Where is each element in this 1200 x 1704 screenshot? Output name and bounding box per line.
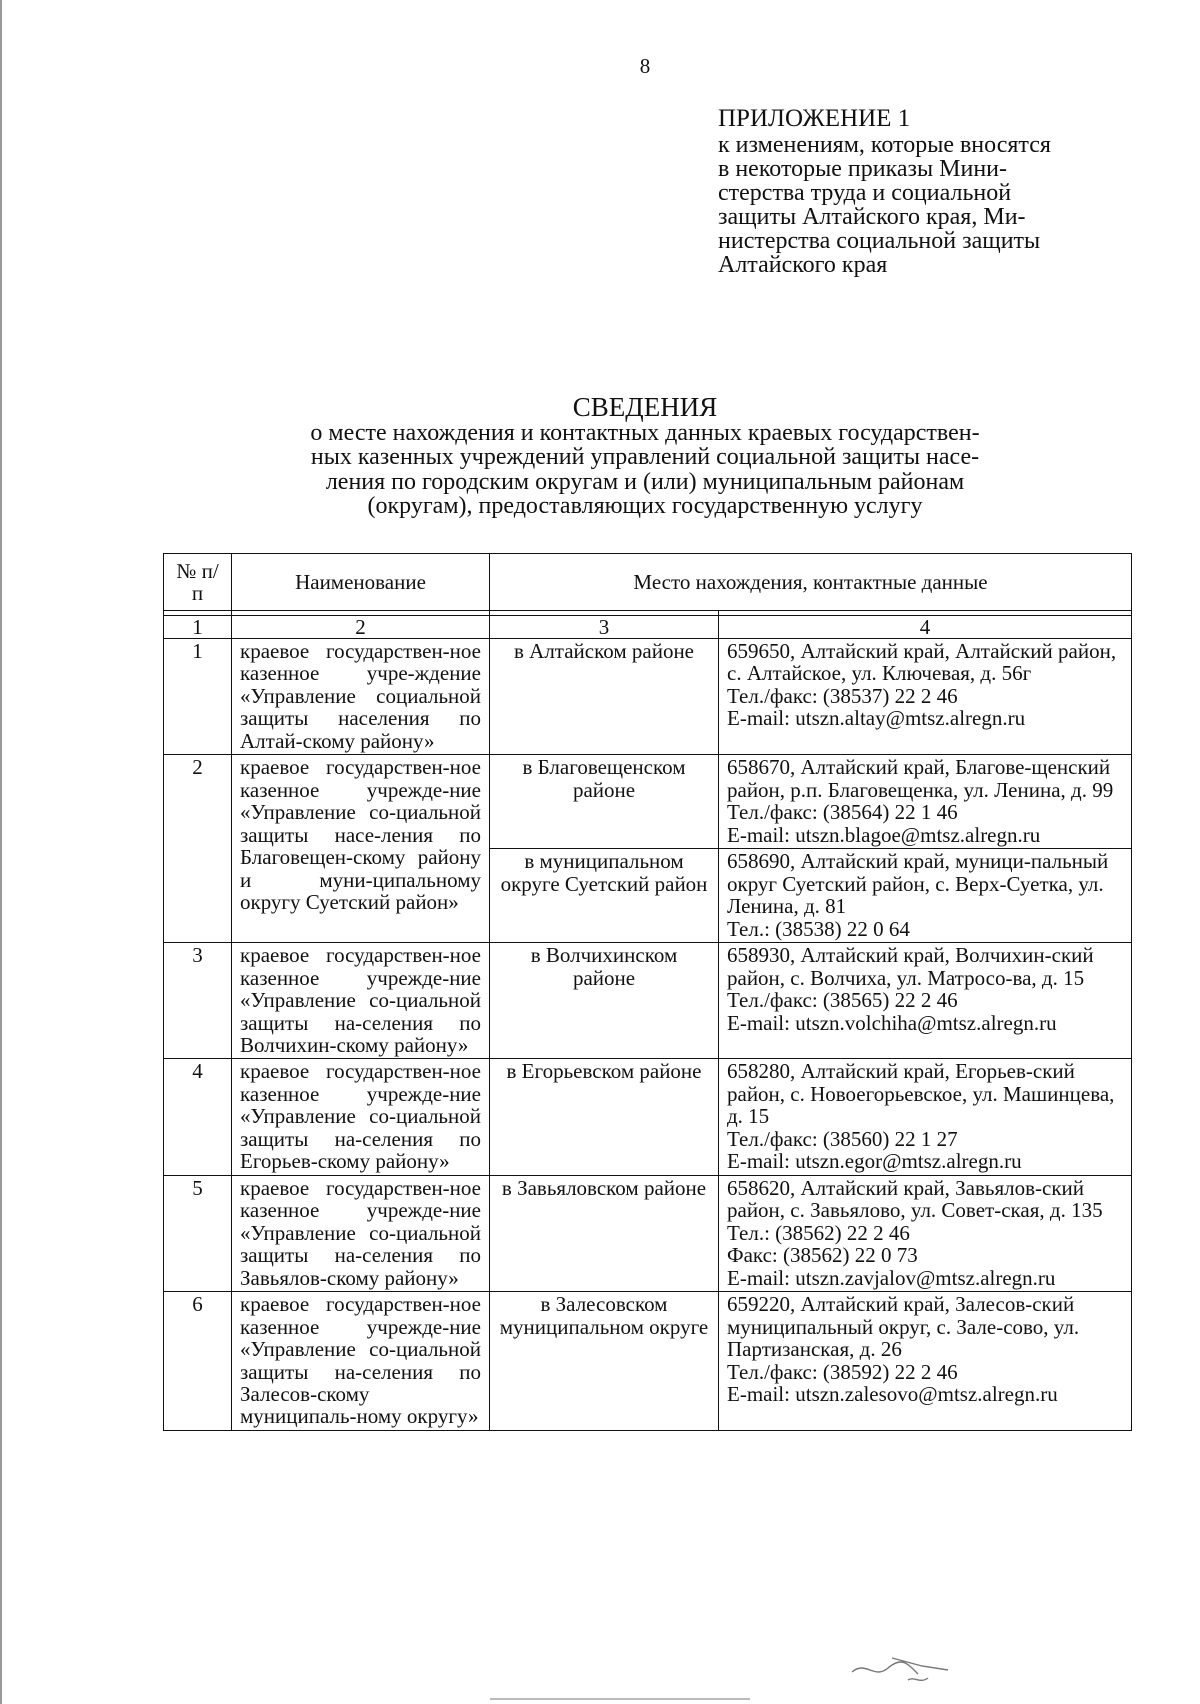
header-location bbox=[490, 554, 1132, 611]
header-name bbox=[232, 554, 490, 611]
row-number: 4 bbox=[164, 1059, 232, 1175]
contacts-cell bbox=[719, 1059, 1132, 1175]
document-subtitle bbox=[232, 421, 1058, 519]
contacts-cell bbox=[719, 1292, 1132, 1431]
table-row bbox=[164, 755, 1132, 849]
district-cell: в Алтайском районе bbox=[490, 639, 719, 755]
subtitle-line: (округам), предоставляющих государственную услугу bbox=[367, 493, 923, 520]
column-number: 2 bbox=[232, 616, 490, 639]
table-row bbox=[164, 639, 1132, 755]
header-num bbox=[164, 554, 232, 611]
contact-line: 658670, Алтайский край, Благове-щенский район, р.п. Благовещенка, ул. Ленина, д. 99 bbox=[727, 755, 1114, 802]
appendix-line: в некоторые приказы Мини- bbox=[718, 156, 1008, 182]
table-row bbox=[164, 1059, 1132, 1175]
scan-bottom-mark bbox=[490, 1698, 750, 1700]
appendix-line: нистерства социальной защиты bbox=[718, 228, 1041, 254]
table-header-row bbox=[164, 554, 1132, 611]
contact-line: Тел./факс: (38592) 22 2 46 bbox=[727, 1359, 958, 1384]
column-number: 4 bbox=[719, 616, 1132, 639]
contact-line: 659650, Алтайский край, Алтайский район, с. Алтайское, ул. Ключевая, д. 56г bbox=[727, 639, 1117, 686]
appendix-line: защиты Алтайского края, Ми- bbox=[718, 204, 1026, 230]
contact-line: Тел./факс: (38560) 22 1 27 bbox=[727, 1126, 958, 1151]
contact-line: Тел.: (38562) 22 2 46 bbox=[727, 1220, 910, 1245]
institution-name: краевое государствен-ное казенное учрежде-ние «Управление со-циальной защиты на-селения по Волчихин-скому району» bbox=[232, 943, 490, 1059]
contact-line: Тел./факс: (38564) 22 1 46 bbox=[727, 800, 958, 825]
column-number: 1 bbox=[164, 616, 232, 639]
row-number: 5 bbox=[164, 1175, 232, 1291]
header-location-text: Место нахождения, контактные данные bbox=[633, 569, 988, 594]
contact-line: E-mail: utszn.volchiha@mtsz.alregn.ru bbox=[727, 1010, 1057, 1035]
district-cell: в Завьяловском районе bbox=[490, 1175, 719, 1291]
table-row bbox=[164, 1175, 1132, 1291]
row-number: 2 bbox=[164, 755, 232, 943]
contact-line: 658280, Алтайский край, Егорьев-ский район, с. Новоегорьевское, ул. Машинцева, д. 15 bbox=[727, 1059, 1115, 1129]
subtitle-line: ления по городским округам и (или) муниципальным районам bbox=[325, 468, 965, 495]
institutions-table bbox=[163, 553, 1132, 1431]
district-cell: в Залесовском муниципальном округе bbox=[490, 1292, 719, 1431]
contacts-cell bbox=[719, 1175, 1132, 1291]
appendix-block bbox=[718, 106, 1120, 277]
header-name-text: Наименование bbox=[295, 569, 426, 594]
institution-name: краевое государствен-ное казенное учрежде-ние «Управление со-циальной защиты на-селения по Залесов-скому муниципаль-ному округу» bbox=[232, 1292, 490, 1431]
table-row bbox=[164, 943, 1132, 1059]
appendix-line: Алтайского края bbox=[718, 252, 888, 278]
contact-line: E-mail: utszn.zalesovo@mtsz.alregn.ru bbox=[727, 1382, 1058, 1406]
district-cell: в Волчихинском районе bbox=[490, 943, 719, 1059]
row-number: 1 bbox=[164, 639, 232, 755]
district-cell: в Благовещенском районе bbox=[490, 755, 719, 849]
appendix-body bbox=[718, 133, 1120, 277]
contact-line: E-mail: utszn.altay@mtsz.alregn.ru bbox=[727, 706, 1026, 731]
contact-line: Тел.: (38538) 22 0 64 bbox=[727, 916, 910, 941]
contact-line: E-mail: utszn.zavjalov@mtsz.alregn.ru bbox=[727, 1265, 1056, 1290]
table-body bbox=[164, 611, 1132, 1431]
table-row bbox=[164, 1292, 1132, 1431]
institution-name: краевое государствен-ное казенное учрежде-ние «Управление со-циальной защиты на-селения по Завьялов-скому району» bbox=[232, 1175, 490, 1291]
institution-name: краевое государствен-ное казенное учре-ждение «Управление социальной защиты населения по Алтай-скому району» bbox=[232, 639, 490, 755]
contact-line: E-mail: utszn.egor@mtsz.alregn.ru bbox=[727, 1149, 1022, 1174]
contact-line: E-mail: utszn.blagoe@mtsz.alregn.ru bbox=[727, 822, 1041, 847]
contacts-cell bbox=[719, 755, 1132, 849]
contact-line: 658930, Алтайский край, Волчихин-ский район, с. Волчиха, ул. Матросо-ва, д. 15 bbox=[727, 943, 1094, 990]
district-cell: в муниципальном округе Суетский район bbox=[490, 849, 719, 943]
contact-line: 658620, Алтайский край, Завьялов-ский район, с. Завьялово, ул. Совет-ская, д. 135 bbox=[727, 1175, 1103, 1223]
institution-name: краевое государствен-ное казенное учрежде-ние «Управление со-циальной защиты на-селения по Егорьев-скому району» bbox=[232, 1059, 490, 1175]
contact-line: 659220, Алтайский край, Залесов-ский муниципальный округ, с. Зале-сово, ул. Партизанская, д. 26 bbox=[727, 1292, 1080, 1362]
institution-name: краевое государствен-ное казенное учрежде-ние «Управление со-циальной защиты насе-ления по Благовещен-скому району и муни-ципальному округу Суетский район» bbox=[232, 755, 490, 943]
contacts-cell bbox=[719, 943, 1132, 1059]
district-cell: в Егорьевском районе bbox=[490, 1059, 719, 1175]
column-number: 3 bbox=[490, 616, 719, 639]
subtitle-line: ных казенных учреждений управлений социальной защиты насе- bbox=[310, 444, 980, 471]
appendix-line: к изменениям, которые вносятся bbox=[718, 132, 1051, 158]
contact-line: 658690, Алтайский край, муници-пальный округ Суетский район, с. Верх-Суетка, ул. Ленина, д. 81 bbox=[727, 849, 1109, 919]
row-number: 6 bbox=[164, 1292, 232, 1431]
signature-mark bbox=[848, 1650, 968, 1690]
contacts-cell bbox=[719, 849, 1132, 943]
contact-line: Тел./факс: (38565) 22 2 46 bbox=[727, 988, 958, 1013]
row-number: 3 bbox=[164, 943, 232, 1059]
scan-left-edge bbox=[0, 0, 2, 1704]
contact-line: Тел./факс: (38537) 22 2 46 bbox=[727, 683, 958, 708]
appendix-title: ПРИЛОЖЕНИЕ 1 bbox=[718, 105, 911, 132]
contacts-cell bbox=[719, 639, 1132, 755]
contact-line: Факс: (38562) 22 0 73 bbox=[727, 1243, 918, 1268]
subtitle-line: о месте нахождения и контактных данных краевых государствен- bbox=[310, 420, 980, 446]
page-number: 8 bbox=[639, 54, 651, 78]
header-num-text: № п/п bbox=[176, 558, 219, 605]
document-title: СВЕДЕНИЯ bbox=[572, 392, 718, 422]
appendix-line: стерства труда и социальной bbox=[718, 180, 1012, 206]
column-number-row bbox=[164, 616, 1132, 639]
